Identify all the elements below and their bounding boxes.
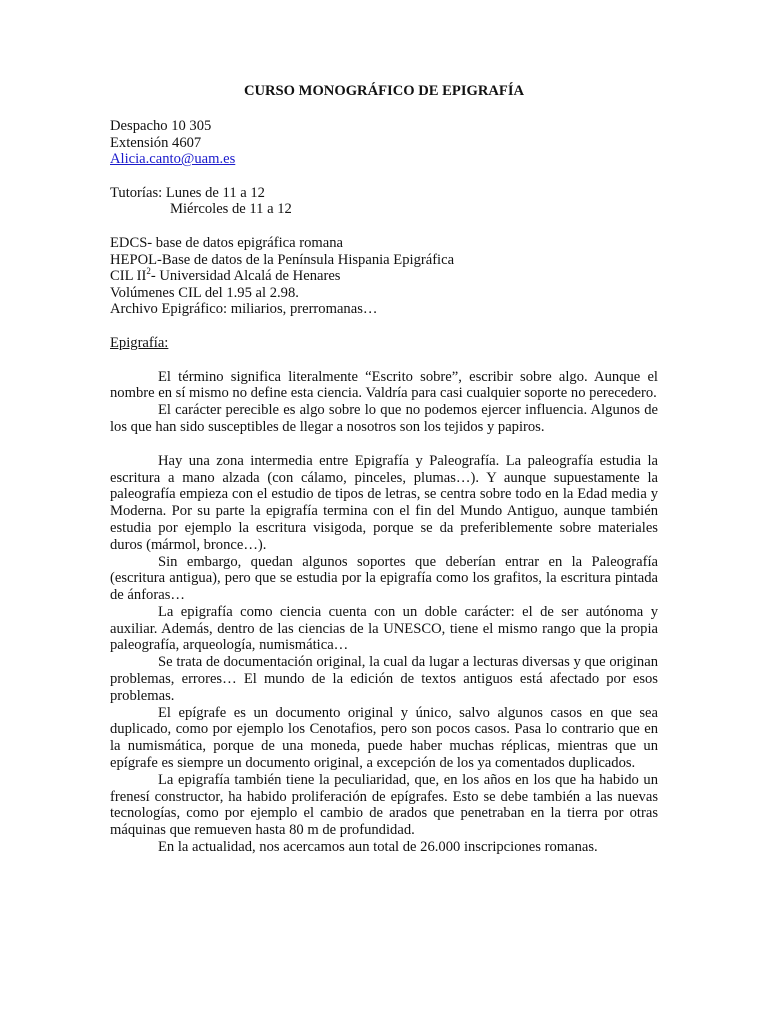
paragraph: El término significa literalmente “Escrito sobre”, escribir sobre algo. Aunque el nombre en sí mismo no define esta ciencia. Valdría para casi cualquier soporte no perecedero. <box>110 368 658 402</box>
tutorias-line-2: Miércoles de 11 a 12 <box>170 201 292 218</box>
resource-cil <box>110 268 658 285</box>
resources-block <box>110 235 658 318</box>
resource-hepol: HEPOL-Base de datos de la Península Hispania Epigráfica <box>110 251 455 268</box>
section-heading-epigrafia: Epigrafía: <box>110 334 169 351</box>
paragraph: El epígrafe es un documento original y único, salvo algunos casos en que sea duplicado, como por ejemplo los Cenotafios, pero son pocos casos. Pasa lo contrario que en la numismática, porque de una moneda, puede haber muchas réplicas, mientras que un epígrafe es siempre un documento original, a excepción de los ya comentados duplicados. <box>110 704 658 772</box>
paragraph: La epigrafía también tiene la peculiaridad, que, en los años en los que ha habido un frenesí constructor, ha habido proliferación de epígrafes. Esto se debe también a las nuevas tecnologías, como por ejemplo el cambio de arados que penetraban en la tierra por otras máquinas que remueven hasta 80 m de profundidad. <box>110 771 658 839</box>
extension-line: Extensión 4607 <box>110 134 202 151</box>
paragraph: En la actualidad, nos acercamos aun total de 26.000 inscripciones romanas. <box>158 839 598 856</box>
document-title: CURSO MONOGRÁFICO DE EPIGRAFÍA <box>243 83 525 99</box>
email-link[interactable]: Alicia.canto@uam.es <box>110 151 236 168</box>
paragraph: Sin embargo, quedan algunos soportes que deberían entrar en la Paleografía (escritura antigua), pero que se estudia por la epigrafía como los grafitos, la escritura pintada de ánforas… <box>110 553 658 604</box>
contact-block <box>110 118 658 168</box>
paragraph: Hay una zona intermedia entre Epigrafía y Paleografía. La paleografía estudia la escritura a mano alzada (con cálamo, pinceles, plumas…). Y aunque supuestamente la paleografía empieza con el estudio de tipos de letras, se centra sobre todo en la Edad media y Moderna. Por su parte la epigrafía termina con el fin del Mundo Antiguo, aunque también estudia por ejemplo la escritura visigoda, porque se da preferiblemente sobre materiales duros (mármol, bronce…). <box>110 452 658 553</box>
paragraph: Se trata de documentación original, la cual da lugar a lecturas diversas y que originan problemas, errores… El mundo de la edición de textos antiguos está afectado por esos problemas. <box>110 654 658 704</box>
document-body <box>110 83 658 856</box>
resource-volumes: Volúmenes CIL del 1.95 al 2.98. <box>110 284 299 301</box>
tutorias-block <box>110 185 658 218</box>
resource-archivo: Archivo Epigráfico: miliarios, prerromanas… <box>110 301 378 318</box>
office-line: Despacho 10 305 <box>110 118 212 134</box>
email-line <box>110 151 658 168</box>
cil-prefix: CIL II <box>110 268 147 285</box>
paragraph: La epigrafía como ciencia cuenta con un doble carácter: el de ser autónoma y auxiliar. Además, dentro de las ciencias de la UNESCO, tiene el mismo rango que la propia paleografía, arqueología, numismática… <box>110 603 658 654</box>
paragraph-gap <box>110 436 658 453</box>
paragraph-group-1 <box>110 369 658 436</box>
resource-edcs: EDCS- base de datos epigráfica romana <box>110 234 344 251</box>
paragraph-group-2 <box>110 453 658 856</box>
tutorias-line-1: Tutorías: Lunes de 11 a 12 <box>110 184 265 201</box>
cil-suffix: - Universidad Alcalá de Henares <box>150 268 341 285</box>
paragraph: El carácter perecible es algo sobre lo que no podemos ejercer influencia. Algunos de los que han sido susceptibles de llegar a nosotros son los tejidos y papiros. <box>110 402 658 435</box>
cil-superscript: 2 <box>146 266 151 277</box>
